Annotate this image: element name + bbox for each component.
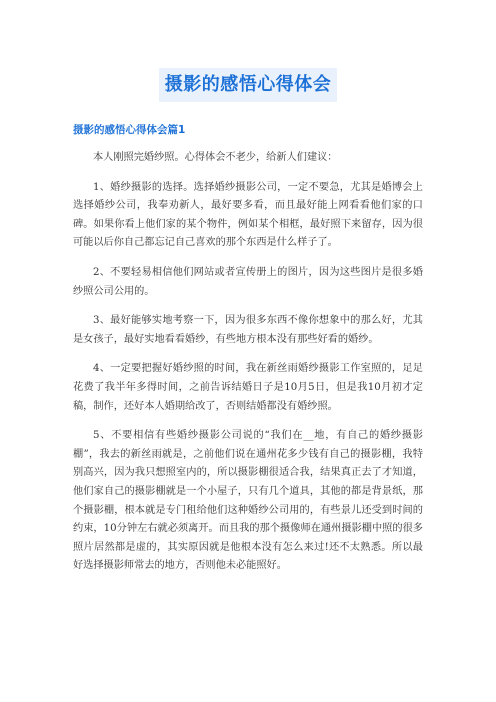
article-body (73, 149, 423, 587)
title-container (0, 68, 496, 102)
paragraph-1: 1、婚纱摄影的选择。选择婚纱摄影公司，一定不要急，尤其是婚博会上选择婚纱公司，我奉劝新人，最好要多看，而且最好能上网看看他们家的口碑。如果你看上他们家的某个物件，例如某个相框，最好照下来留存，因为很可能以后你自己都忘记自己喜欢的那个东西是什么样子了。 (73, 181, 423, 249)
paragraph-intro: 本人刚照完婚纱照。心得体会不老少，给新人们建议： (93, 152, 338, 163)
paragraph-2: 2、不要轻易相信他们网站或者宣传册上的图片，因为这些图片是很多婚纱照公司公用的。 (73, 266, 423, 297)
paragraph-3: 3、最好能够实地考察一下，因为很多东西不像你想象中的那么好，尤其是女孩子，最好实地看看婚纱，有些地方根本没有那些好看的婚纱。 (73, 315, 423, 345)
paragraph-4: 4、一定要把握好婚纱照的时间，我在新丝雨婚纱摄影工作室照的，足足花费了我半年多得时间，之前告诉结婚日子是10月5日，但是我10月初才定稿，制作，还好本人婚期给改了，否则结婚都没有婚纱照。 (73, 363, 423, 412)
section-heading: 摄影的感悟心得体会篇1 (73, 124, 186, 136)
paragraph-5: 5、不要相信有些婚纱摄影公司说的“我们在__地，有自己的婚纱摄影棚”，我去的新丝雨就是，之前他们说在通州花多少钱有自己的摄影棚，我特别高兴，因为我只想照室内的，所以摄影棚很适合我，结果真正去了才知道，他们家自己的摄影棚就是一个小屋子，只有几个道具，其他的都是背景纸，那个摄影棚，根本就是专门租给他们这种婚纱公司用的，有些景儿还受到时间的约束，10分钟左右就必须离开。而且我的那个摄像师在通州摄影棚中照的很多照片居然都是虚的，其实原因就是他根本没有怎么来过!还不太熟悉。所以最好选择摄影师常去的地方，否则他未必能照好。 (73, 430, 423, 572)
page-title: 摄影的感悟心得体会 (159, 68, 338, 102)
